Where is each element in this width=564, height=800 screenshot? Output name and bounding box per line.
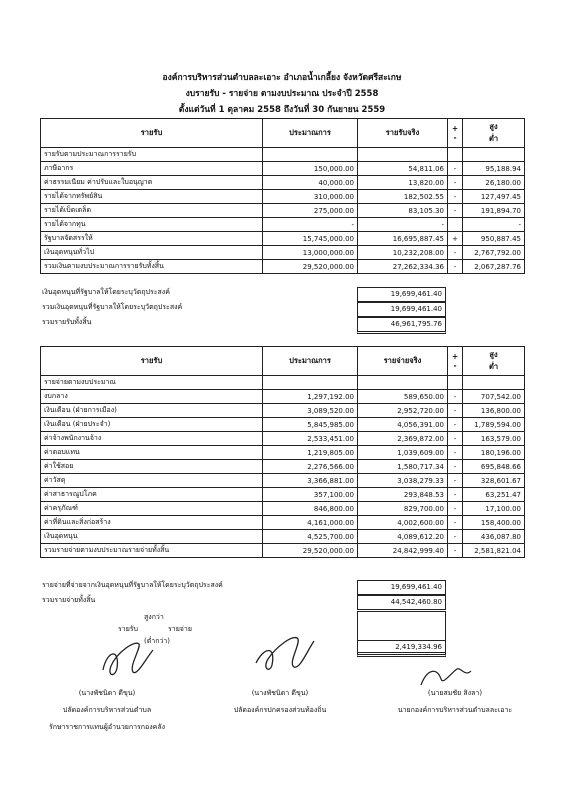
income-cell-name: รายได้จากทุน [41,218,263,232]
income-cell-name: รายได้เบ็ดเตล็ด [41,204,263,218]
expense-section-label: รายจ่ายตามงบประมาณ [41,376,263,390]
signature-3-name: (นายสมชัย สิงลา) [427,689,483,697]
expense-total-estimate: 29,520,000.00 [263,544,358,558]
expense-cell-actual: 3,038,279.33 [358,474,448,488]
expense-extra-value-1: 19,699,461.40 [357,580,446,595]
expense-cell-diff: 17,100.00 [463,502,525,516]
income-cell-est: - [263,218,358,232]
income-cell-sign: - [448,190,463,204]
expense-cell-est: 4,161,000.00 [263,516,358,530]
expense-row [41,404,525,418]
expense-row [41,460,525,474]
income-extra-value-3: 46,961,795.76 [357,317,446,334]
income-cell-sign: - [448,204,463,218]
income-cell-actual: 54,811.06 [358,162,448,176]
expense-cell-name: ค่าจ้างพนักงานจ้าง [41,432,263,446]
expense-cell-actual: 4,089,612.20 [358,530,448,544]
expense-cell-actual: 4,056,391.00 [358,418,448,432]
income-cell-actual: 10,232,208.00 [358,246,448,260]
expense-section-row [41,376,525,390]
expense-cell-est: 357,100.00 [263,488,358,502]
expense-cell-actual: 1,039,609.00 [358,446,448,460]
income-cell-diff: 950,887.45 [463,232,525,246]
expense-cell-sign: - [448,390,463,404]
expense-cell-sign: - [448,418,463,432]
expense-cell-name: งบกลาง [41,390,263,404]
income-extra-label-3: รวมรายรับทั้งสิ้น [42,318,92,326]
income-col-actual: รายรับจริง [358,119,448,148]
income-section-label: รายรับตามประมาณการรายรับ [41,148,263,162]
expense-cell-actual: 293,848.53 [358,488,448,502]
income-body [41,162,525,260]
expense-row [41,390,525,404]
income-total-estimate: 29,520,000.00 [263,260,358,274]
income-section-row [41,148,525,162]
expense-cell-diff: 163,579.00 [463,432,525,446]
income-extra-label-2: รวมเงินอุดหนุนที่รัฐบาลให้โดยระบุวัตถุประสงค์ [42,303,183,311]
income-cell-name: รัฐบาลจัดสรรให้ [41,232,263,246]
surplus-value: 2,419,334.96 [357,640,446,657]
expense-cell-est: 1,219,805.00 [263,446,358,460]
expense-col-actual: รายจ่ายจริง [358,347,448,376]
expense-cell-name: ค่าใช้สอย [41,460,263,474]
income-cell-name: ภาษีอากร [41,162,263,176]
expense-total-label: รวมรายจ่ายตามงบประมาณรายจ่ายทั้งสิ้น [41,544,263,558]
expense-cell-name: เงินเดือน (ฝ่ายการเมือง) [41,404,263,418]
income-cell-diff: 95,188.94 [463,162,525,176]
income-col-sign: + - [448,119,463,148]
expense-cell-sign: - [448,474,463,488]
expense-cell-actual: 2,952,720.00 [358,404,448,418]
surplus-label-lower: (ต่ำกว่า) [144,637,171,645]
income-cell-sign: - [448,162,463,176]
expense-cell-sign: - [448,446,463,460]
expense-cell-actual: 4,002,600.00 [358,516,448,530]
income-cell-sign: + [448,232,463,246]
income-cell-est: 40,000.00 [263,176,358,190]
surplus-label-higher: สูงกว่า [144,613,164,621]
income-cell-diff: 26,180.00 [463,176,525,190]
expense-cell-sign: - [448,516,463,530]
expense-extra-label-1: รายจ่ายที่จ่ายจากเงินอุดหนุนที่รัฐบาลให้โดยระบุวัตถุประสงค์ [42,581,223,589]
expense-cell-est: 4,525,700.00 [263,530,358,544]
income-cell-actual: 83,105.30 [358,204,448,218]
expense-total-sign: - [448,544,463,558]
income-cell-diff: 127,497.45 [463,190,525,204]
income-cell-actual: - [358,218,448,232]
expense-cell-diff: 136,800.00 [463,404,525,418]
expense-cell-est: 3,366,881.00 [263,474,358,488]
income-extra-label-1: เงินอุดหนุนที่รัฐบาลให้โดยระบุวัตถุประสงค์ [42,288,170,296]
income-extra-value-1: 19,699,461.40 [357,287,446,302]
expense-cell-sign: - [448,404,463,418]
income-cell-name: รายได้จากทรัพย์สิน [41,190,263,204]
income-col-diff: สูง ต่ำ [463,119,525,148]
expense-row [41,432,525,446]
income-cell-sign [448,218,463,232]
expense-col-diff: สูง ต่ำ [463,347,525,376]
expense-cell-name: ค่าตอบแทน [41,446,263,460]
expense-row [41,502,525,516]
income-cell-actual: 182,502.55 [358,190,448,204]
income-row [41,190,525,204]
expense-cell-sign: - [448,460,463,474]
signature-1-title: ปลัดองค์การบริหารส่วนตำบล [62,706,152,714]
expense-cell-est: 846,800.00 [263,502,358,516]
income-row [41,162,525,176]
income-row [41,246,525,260]
income-row [41,218,525,232]
expense-cell-diff: 695,848.66 [463,460,525,474]
income-cell-est: 13,000,000.00 [263,246,358,260]
expense-extra-value-2: 44,542,460.80 [357,595,446,610]
expense-row [41,488,525,502]
income-cell-est: 275,000.00 [263,204,358,218]
expense-cell-name: เงินเดือน (ฝ่ายประจำ) [41,418,263,432]
income-row [41,176,525,190]
expense-total-row [41,544,525,558]
income-total-actual: 27,262,334.36 [358,260,448,274]
expense-cell-name: เงินอุดหนุน [41,530,263,544]
income-total-row [41,260,525,274]
expense-cell-sign: - [448,502,463,516]
expense-extra-label-2: รวมรายจ่ายทั้งสิ้น [42,596,96,604]
expense-cell-est: 3,089,520.00 [263,404,358,418]
income-extra-value-2: 19,699,461.40 [357,302,446,317]
expense-cell-diff: 436,087.80 [463,530,525,544]
report-title: งบรายรับ - รายจ่าย ตามงบประมาณ ประจำปี 2558 [185,89,379,99]
expense-cell-actual: 589,650.00 [358,390,448,404]
income-cell-diff: 191,894.70 [463,204,525,218]
signature-2-title: ปลัดองค์กรปกครองส่วนท้องถิ่น [233,706,327,714]
income-col-item: รายรับ [41,119,263,148]
income-extra [40,287,524,331]
surplus-label-expense: รายจ่าย [168,625,192,633]
income-cell-name: ค่าธรรมเนียม ค่าปรับและใบอนุญาต [41,176,263,190]
expense-cell-actual: 2,369,872.00 [358,432,448,446]
expense-col-sign: + - [448,347,463,376]
signature-2-icon [250,625,320,680]
expense-row [41,418,525,432]
signature-1-icon [95,630,165,685]
expense-cell-diff: 707,542.00 [463,390,525,404]
expense-cell-name: ค่าที่ดินและสิ่งก่อสร้าง [41,516,263,530]
income-row [41,232,525,246]
signature-2-name: (นางพัชนิดา ดีขุน) [251,689,309,697]
expense-table [40,346,525,558]
expense-row [41,530,525,544]
signature-1-title-2: รักษาราชการแทนผู้อำนวยการกองคลัง [48,723,166,731]
org-title: องค์การบริหารส่วนตำบลละเอาะ อำเภอน้ำเกลี้ยง จังหวัดศรีสะเกษ [162,73,402,83]
expense-cell-sign: - [448,432,463,446]
expense-row [41,446,525,460]
income-header-row [41,119,525,148]
expense-cell-est: 5,845,985.00 [263,418,358,432]
expense-cell-est: 2,276,566.00 [263,460,358,474]
income-total-label: รวมเงินตามงบประมาณการรายรับทั้งสิ้น [41,260,263,274]
expense-cell-sign: - [448,488,463,502]
income-cell-diff: - [463,218,525,232]
expense-col-item: รายรับ [41,347,263,376]
surplus-label-income: รายรับ [118,625,138,633]
income-cell-sign: - [448,176,463,190]
signature-3-title: นายกองค์การบริหารส่วนตำบลละเอาะ [397,706,513,714]
income-cell-actual: 16,695,887.45 [358,232,448,246]
expense-total-actual: 24,842,999.40 [358,544,448,558]
income-cell-est: 310,000.00 [263,190,358,204]
income-row [41,204,525,218]
income-cell-est: 150,000.00 [263,162,358,176]
expense-body [41,390,525,544]
expense-total-diff: 2,581,821.04 [463,544,525,558]
expense-cell-diff: 63,251.47 [463,488,525,502]
expense-cell-name: ค่าวัสดุ [41,474,263,488]
signature-1-name: (นางพัชนิดา ดีขุน) [78,689,136,697]
expense-cell-name: ค่าสาธารณูปโภค [41,488,263,502]
expense-cell-diff: 1,789,594.00 [463,418,525,432]
income-cell-sign: - [448,246,463,260]
expense-cell-diff: 158,400.00 [463,516,525,530]
income-total-sign: - [448,260,463,274]
expense-col-estimate: ประมาณการ [263,347,358,376]
income-cell-actual: 13,820.00 [358,176,448,190]
income-total-diff: 2,067,287.76 [463,260,525,274]
expense-cell-name: ค่าครุภัณฑ์ [41,502,263,516]
expense-header-row [41,347,525,376]
report-period: ตั้งแต่วันที่ 1 ตุลาคม 2558 ถึงวันที่ 30 กันยายน 2559 [178,105,386,115]
income-table [40,118,525,274]
income-cell-diff: 2,767,792.00 [463,246,525,260]
expense-row [41,474,525,488]
expense-cell-est: 1,297,192.00 [263,390,358,404]
expense-cell-diff: 328,601.67 [463,474,525,488]
expense-cell-est: 2,533,451.00 [263,432,358,446]
expense-cell-actual: 1,580,717.34 [358,460,448,474]
expense-row [41,516,525,530]
income-cell-name: เงินอุดหนุนทั่วไป [41,246,263,260]
expense-cell-diff: 180,196.00 [463,446,525,460]
expense-cell-sign: - [448,530,463,544]
income-col-estimate: ประมาณการ [263,119,358,148]
expense-cell-actual: 829,700.00 [358,502,448,516]
income-cell-est: 15,745,000.00 [263,232,358,246]
